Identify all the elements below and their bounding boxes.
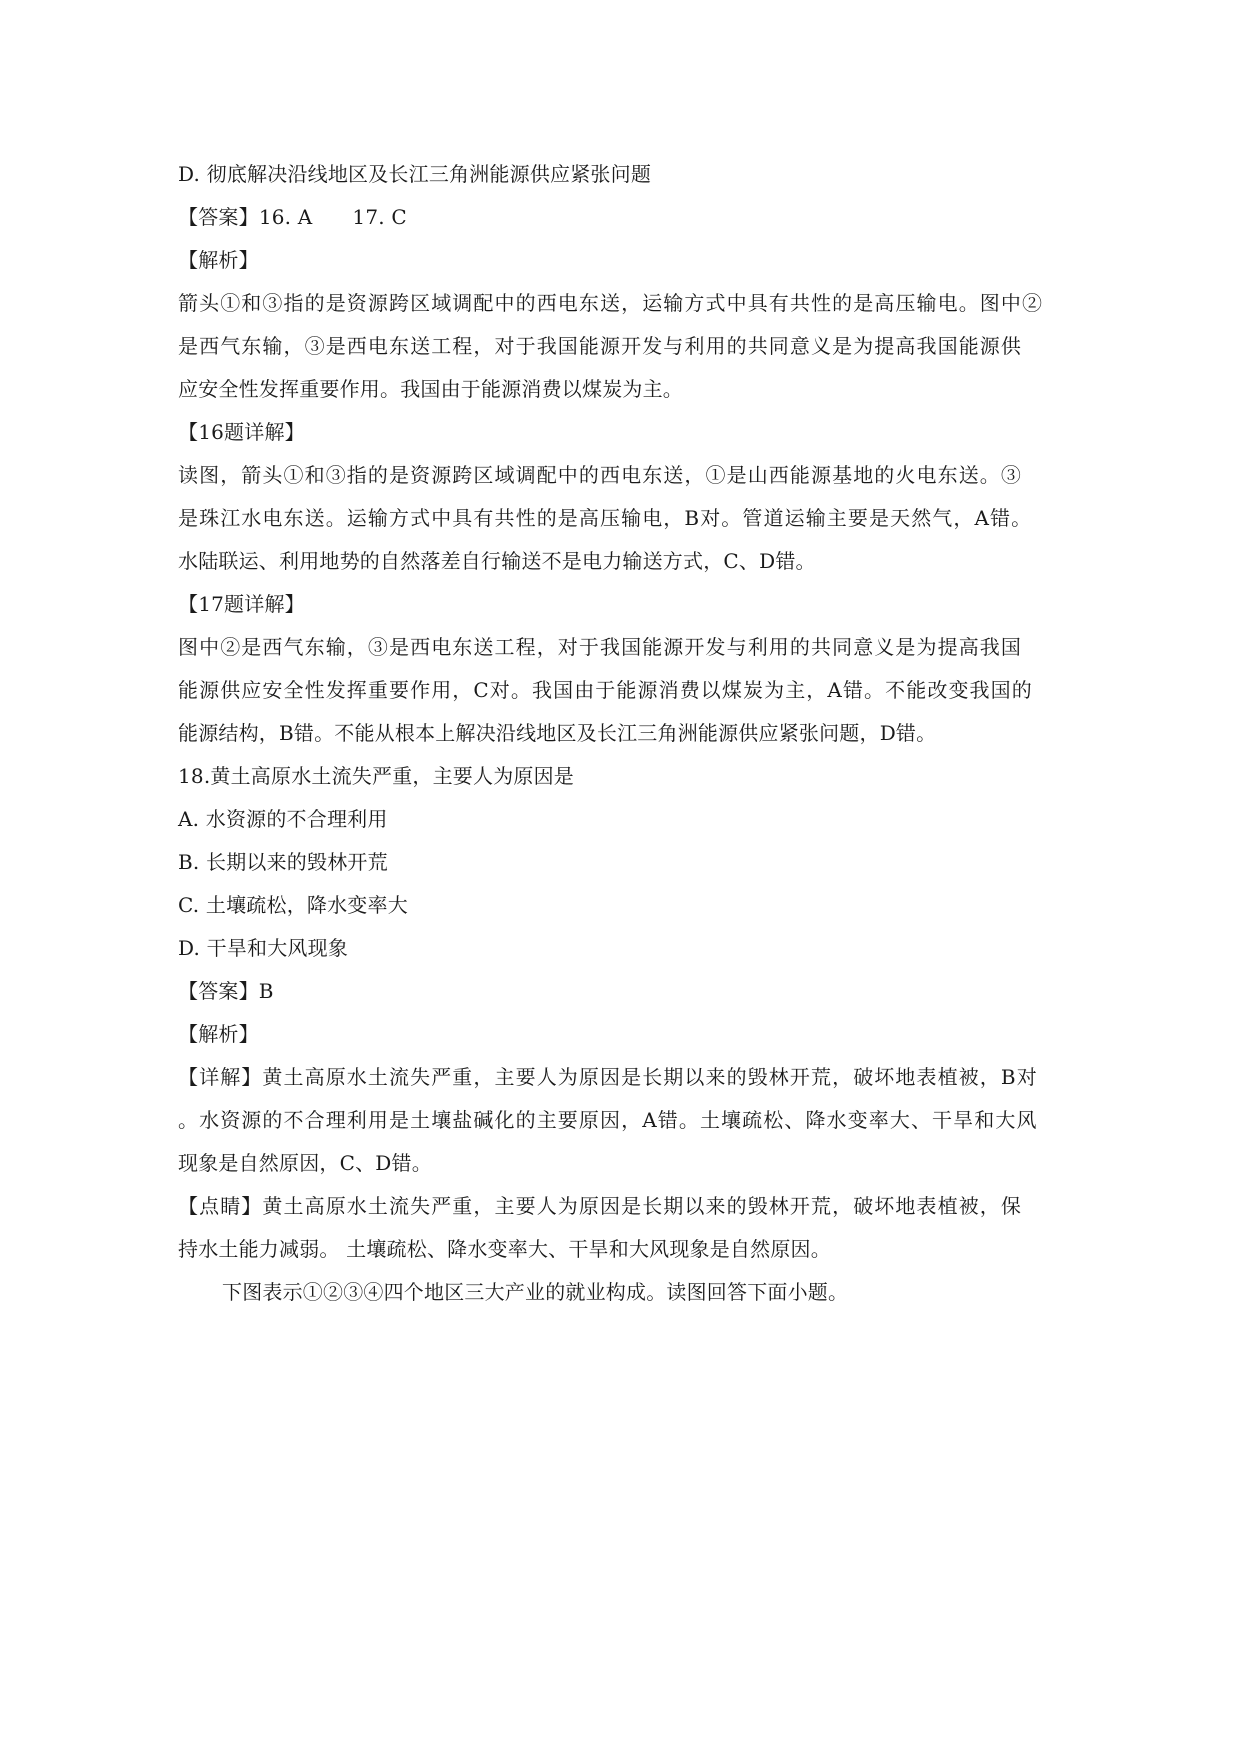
answer-16: 16. A: [258, 205, 313, 229]
analysis-line-2: 是西气东输，③是西电东送工程，对于我国能源开发与利用的共同意义是为提高我国能源供: [178, 334, 1022, 358]
next-question-intro: 下图表示①②③④四个地区三大产业的就业构成。读图回答下面小题。: [222, 1280, 849, 1304]
detail16-label: 【16题详解】: [178, 420, 305, 444]
detail17-line-1: 图中②是西气东输，③是西电东送工程，对于我国能源开发与利用的共同意义是为提高我国: [178, 635, 1022, 659]
answer-17: 17. C: [352, 205, 407, 229]
q18-detail-line-3: 现象是自然原因，C、D错。: [178, 1151, 432, 1175]
q18-stem: 18.黄土高原水土流失严重，主要人为原因是: [178, 764, 575, 788]
analysis-line-3: 应安全性发挥重要作用。我国由于能源消费以煤炭为主。: [178, 377, 683, 401]
q18-option-d: D. 干旱和大风现象: [178, 936, 349, 960]
q18-option-b: B. 长期以来的毁林开荒: [178, 850, 388, 874]
q18-tip-line-2: 持水土能力减弱。 土壤疏松、降水变率大、干旱和大风现象是自然原因。: [178, 1237, 831, 1261]
q18-option-a: A. 水资源的不合理利用: [178, 807, 388, 831]
q18-detail-line-2: 。水资源的不合理利用是土壤盐碱化的主要原因，A错。土壤疏松、降水变率大、干旱和大风: [178, 1108, 1038, 1132]
detail16-line-3: 水陆联运、利用地势的自然落差自行输送不是电力输送方式，C、D错。: [178, 549, 816, 573]
q18-option-c: C. 土壤疏松，降水变率大: [178, 893, 408, 917]
analysis-label: 【解析】: [178, 248, 259, 272]
detail16-line-1: 读图，箭头①和③指的是资源跨区域调配中的西电东送，①是山西能源基地的火电东送。③: [178, 463, 1022, 487]
analysis-line-1: 箭头①和③指的是资源跨区域调配中的西电东送，运输方式中具有共性的是高压输电。图中②: [178, 291, 1044, 315]
q18-answer: 【答案】B: [178, 979, 274, 1003]
q18-detail-line-1: 【详解】黄土高原水土流失严重，主要人为原因是长期以来的毁林开荒，破坏地表植被，B对: [178, 1065, 1038, 1089]
detail17-line-2: 能源供应安全性发挥重要作用，C对。我国由于能源消费以煤炭为主，A错。不能改变我国的: [178, 678, 1033, 702]
detail17-line-3: 能源结构，B错。不能从根本上解决沿线地区及长江三角洲能源供应紧张问题，D错。: [178, 721, 937, 745]
answer-label: 【答案】: [178, 205, 259, 229]
q18-analysis-label: 【解析】: [178, 1022, 259, 1046]
q17-option-d: D. 彻底解决沿线地区及长江三角洲能源供应紧张问题: [178, 162, 652, 186]
answer-16-17: [178, 203, 1078, 231]
q18-tip-line-1: 【点睛】黄土高原水土流失严重，主要人为原因是长期以来的毁林开荒，破坏地表植被，保: [178, 1194, 1022, 1218]
detail17-label: 【17题详解】: [178, 592, 305, 616]
detail16-line-2: 是珠江水电东送。运输方式中具有共性的是高压输电，B对。管道运输主要是天然气，A错。: [178, 506, 1033, 530]
